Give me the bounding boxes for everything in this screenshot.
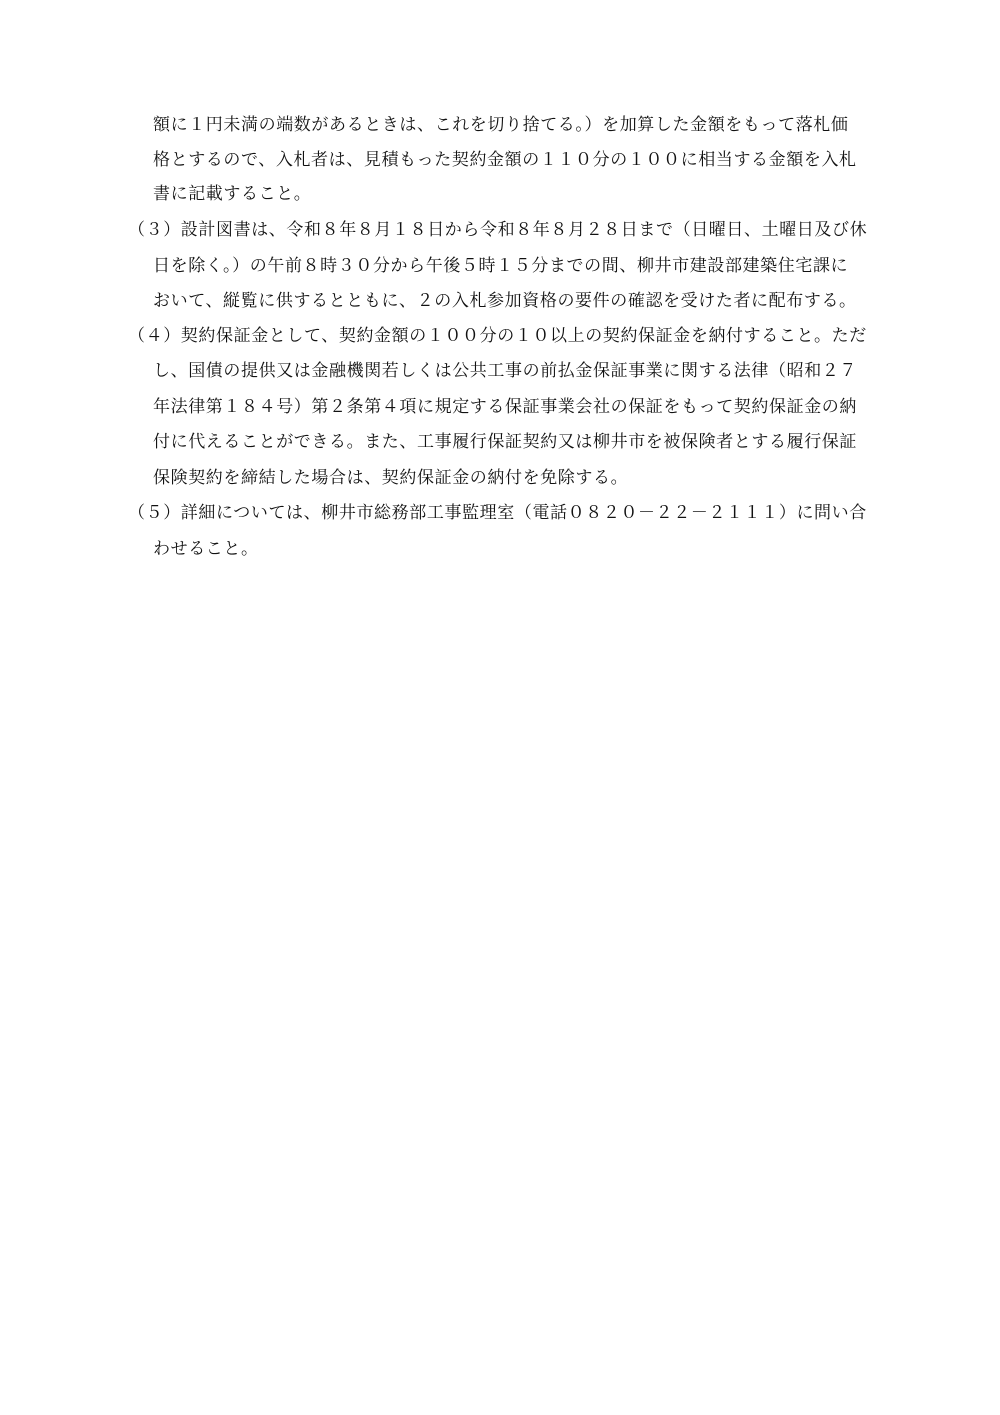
item-3-line: おいて、縦覧に供するとともに、２の入札参加資格の要件の確認を受けた者に配布する。 (153, 291, 857, 311)
item-5-line: （５）詳細については、柳井市総務部工事監理室（電話０８２０－２２－２１１１）に問い合 (128, 503, 867, 523)
item-3-line: （３）設計図書は、令和８年８月１８日から令和８年８月２８日まで（日曜日、土曜日及び休 (128, 220, 868, 240)
paragraph-line: 格とするので、入札者は、見積もった契約金額の１１０分の１００に相当する金額を入札 (153, 150, 857, 170)
paragraph-line: 額に１円未満の端数があるときは、これを切り捨てる。）を加算した金額をもって落札価 (153, 115, 849, 135)
item-4-line: （４）契約保証金として、契約金額の１００分の１０以上の契約保証金を納付すること。ただ (128, 326, 867, 346)
item-5-line: わせること。 (153, 539, 259, 559)
item-4-line: し、国債の提供又は金融機関若しくは公共工事の前払金保証事業に関する法律（昭和２７ (153, 361, 857, 381)
item-3-line: 日を除く。）の午前８時３０分から午後５時１５分までの間、柳井市建設部建築住宅課に (153, 256, 849, 276)
item-4-line: 年法律第１８４号）第２条第４項に規定する保証事業会社の保証をもって契約保証金の納 (153, 397, 857, 417)
item-4-line: 保険契約を締結した場合は、契約保証金の納付を免除する。 (153, 468, 629, 488)
paragraph-line: 書に記載すること。 (153, 184, 312, 204)
item-4-line: 付に代えることができる。また、工事履行保証契約又は柳井市を被保険者とする履行保証 (153, 432, 857, 452)
